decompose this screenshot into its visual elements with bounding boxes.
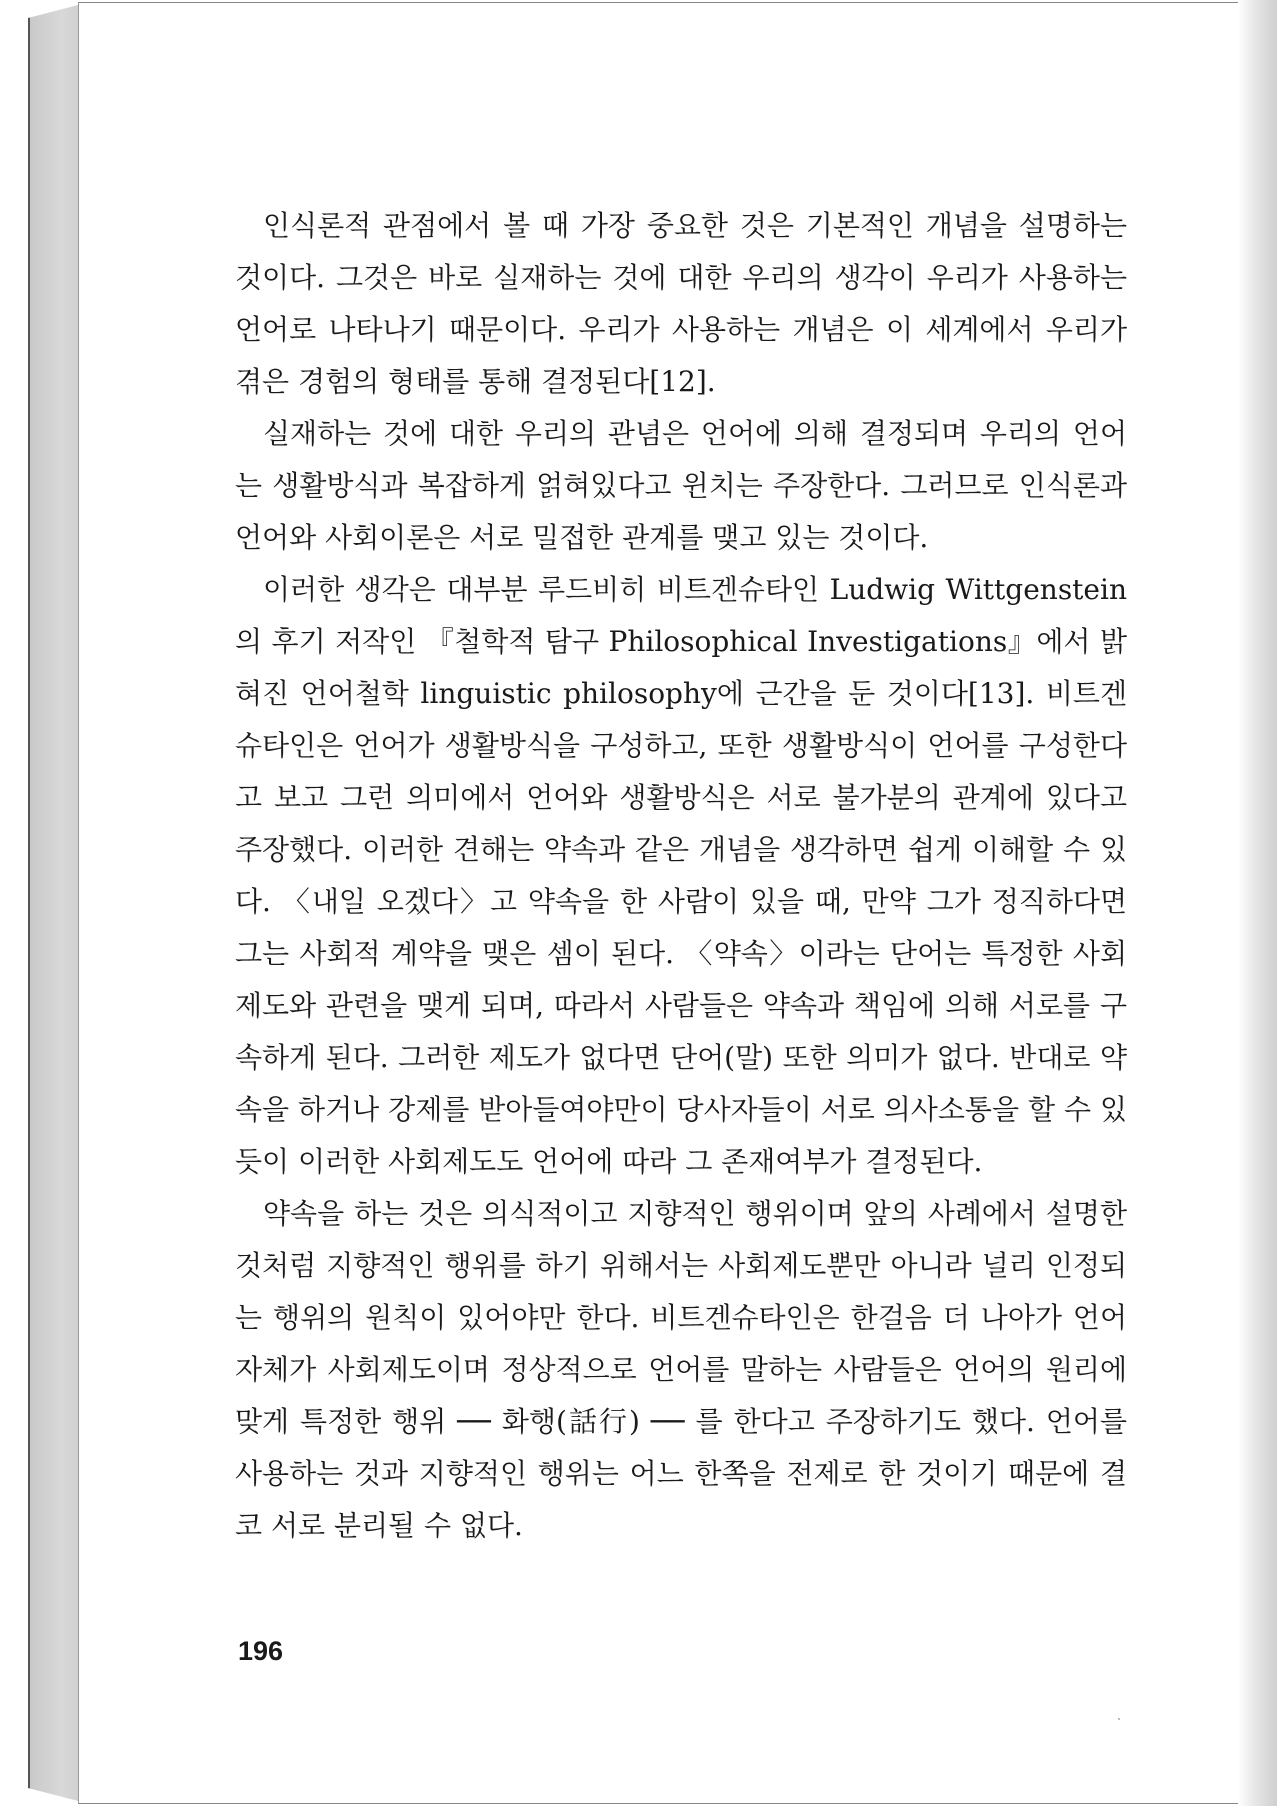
page-number: 196: [238, 1636, 284, 1666]
scan-speck: [1118, 1718, 1120, 1720]
paragraph-2: 실재하는 것에 대한 우리의 관념은 언어에 의해 결정되며 우리의 언어는 생활방식과 복잡하게 얽혀있다고 윈치는 주장한다. 그러므로 인식론과 언어와 사회이론은 서로 밀접한 관계를 맺고 있는 것이다.: [235, 417, 1127, 554]
paragraph-4: 약속을 하는 것은 의식적이고 지향적인 행위이며 앞의 사례에서 설명한 것처럼 지향적인 행위를 하기 위해서는 사회제도뿐만 아니라 널리 인정되는 행위의 원칙이 있어야만 한다. 비트겐슈타인은 한걸음 더 나아가 언어 자체가 사회제도이며 정상적으로 언어를 말하는 사람들은 언어의 원리에 맞게 특정한 행위 ── 화행(話行) ── 를 한다고 주장하기도 했다. 언어를 사용하는 것과 지향적인 행위는 어느 한쪽을 전제로 한 것이기 때문에 결코 서로 분리될 수 없다.: [235, 1197, 1127, 1542]
paragraph-3: 이러한 생각은 대부분 루드비히 비트겐슈타인 Ludwig Wittgenstein의 후기 저작인 『철학적 탐구 Philosophical Investigations』에서 밝혀진 언어철학 linguistic philosophy에 근간을 둔 것이다[13]. 비트겐슈타인은 언어가 생활방식을 구성하고, 또한 생활방식이 언어를 구성한다고 보고 그런 의미에서 언어와 생활방식은 서로 불가분의 관계에 있다고 주장했다. 이러한 견해는 약속과 같은 개념을 생각하면 쉽게 이해할 수 있다. 〈내일 오겠다〉고 약속을 한 사람이 있을 때, 만약 그가 정직하다면 그는 사회적 계약을 맺은 셈이 된다. 〈약속〉이라는 단어는 특정한 사회제도와 관련을 맺게 되며, 따라서 사람들은 약속과 책임에 의해 서로를 구속하게 된다. 그러한 제도가 없다면 단어(말) 또한 의미가 없다. 반대로 약속을 하거나 강제를 받아들여야만이 당사자들이 서로 의사소통을 할 수 있듯이 이러한 사회제도도 언어에 따라 그 존재여부가 결정된다.: [235, 573, 1127, 1178]
paragraph-1: 인식론적 관점에서 볼 때 가장 중요한 것은 기본적인 개념을 설명하는 것이다. 그것은 바로 실재하는 것에 대한 우리의 생각이 우리가 사용하는 언어로 나타나기 때문이다. 우리가 사용하는 개념은 이 세계에서 우리가 겪은 경험의 형태를 통해 결정된다[12].: [235, 209, 1127, 398]
book-spine: [28, 4, 82, 1802]
page-edge-shadow: [1238, 0, 1277, 1806]
body-text: [235, 200, 1127, 1552]
